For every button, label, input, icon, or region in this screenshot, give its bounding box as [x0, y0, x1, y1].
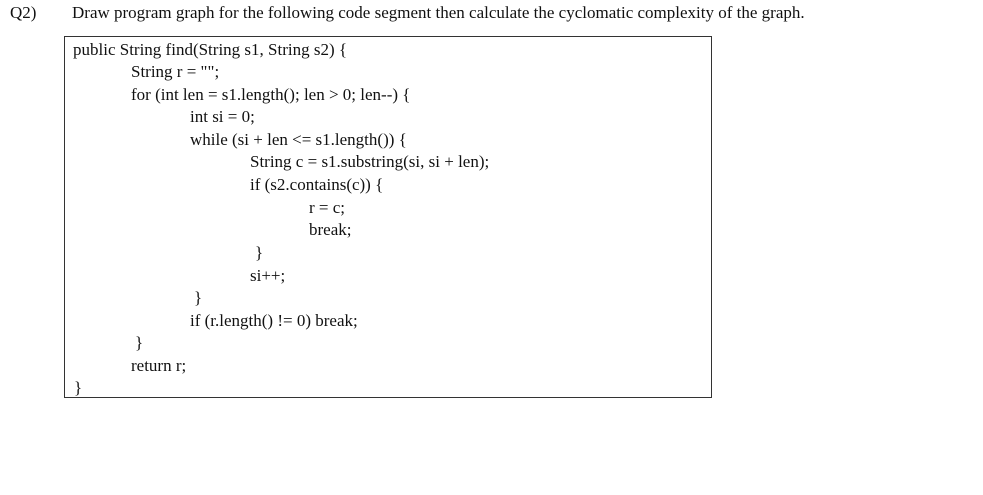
code-line-2: String r = ""; [131, 62, 220, 81]
code-block [64, 36, 712, 398]
code-line-4: int si = 0; [190, 107, 255, 126]
code-line-5: while (si + len <= s1.length()) { [190, 130, 407, 149]
code-line-6: String c = s1.substring(si, si + len); [250, 152, 490, 171]
code-line-11: si++; [250, 266, 286, 285]
question-number: Q2) [10, 3, 37, 22]
code-line-8: r = c; [309, 198, 346, 217]
question-text: Draw program graph for the following code segment then calculate the cyclomatic complexity of the graph. [72, 3, 805, 22]
code-line-3: for (int len = s1.length(); len > 0; len--) { [131, 85, 411, 104]
code-line-16: } [74, 378, 83, 397]
code-line-12: } [194, 288, 203, 307]
code-line-9: break; [309, 220, 352, 239]
code-line-7: if (s2.contains(c)) { [250, 175, 384, 194]
code-line-14: } [135, 333, 144, 352]
code-line-10: } [255, 243, 264, 262]
code-line-1: public String find(String s1, String s2) { [73, 40, 348, 59]
code-line-13: if (r.length() != 0) break; [190, 311, 358, 330]
code-line-15: return r; [131, 356, 187, 375]
